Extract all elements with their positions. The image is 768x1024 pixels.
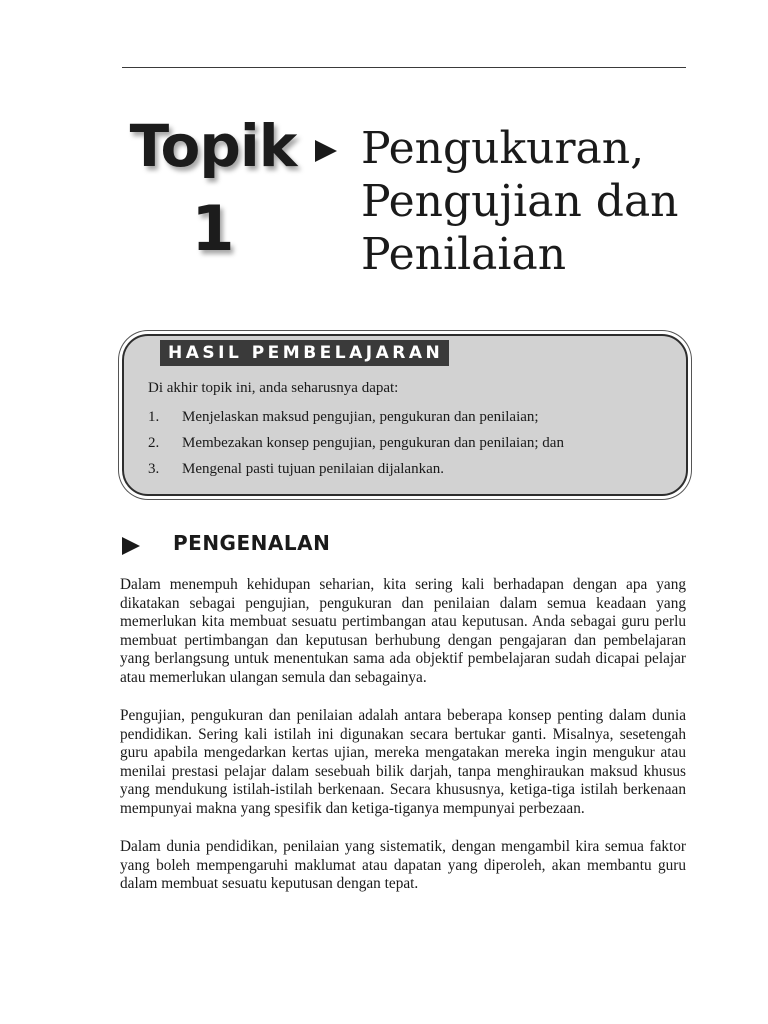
topic-label-block (128, 108, 298, 270)
paragraph: Dalam dunia pendidikan, penilaian yang sistematik, dengan mengambil kira semua faktor yang boleh mempengaruhi maklumat atau dapatan yang diperoleh, akan membantu guru dalam membuat sesuatu keputusan dengan tepat. (120, 838, 686, 892)
learning-outcomes-box (122, 334, 688, 496)
learning-outcomes-header: HASIL PEMBELAJARAN (160, 340, 449, 366)
body-text (120, 576, 686, 914)
chapter-title-line: Pengukuran, (361, 123, 645, 174)
learning-outcomes-list (148, 404, 564, 482)
list-item (148, 430, 564, 456)
topic-label: Topik (129, 112, 297, 180)
learning-outcomes-intro: Di akhir topik ini, anda seharusnya dapat: (148, 380, 399, 396)
title-arrow-icon (315, 140, 337, 162)
section-arrow-icon (122, 537, 140, 555)
list-item-number: 2. (148, 435, 160, 451)
chapter-title (361, 122, 701, 281)
list-item-text: Membezakan konsep pengujian, pengukuran dan penilaian; dan (182, 435, 564, 451)
list-item (148, 456, 564, 482)
list-item-number: 3. (148, 461, 160, 477)
header-rule (122, 67, 686, 68)
chapter-title-line: Pengujian dan (361, 176, 679, 227)
section-heading: PENGENALAN (173, 531, 331, 555)
list-item-number: 1. (148, 409, 160, 425)
paragraph: Pengujian, pengukuran dan penilaian adalah antara beberapa konsep penting dalam dunia pendidikan. Sering kali istilah ini digunakan secara bertukar ganti. Misalnya, sesetengah guru apabila mengedarkan kertas ujian, mereka mengatakan mereka ingin mengukur atau menilai prestasi pelajar dalam sesebuah bilik darjah, tanpa menghiraukan maksud khusus yang mendukung istilah-istilah berkenaan. Secara khususnya, ketiga-tiga istilah berkenaan mempunyai makna yang spesifik dan ketiga-tiganya mempunyai perbezaan. (120, 707, 686, 817)
list-item-text: Mengenal pasti tujuan penilaian dijalankan. (182, 461, 445, 477)
paragraph: Dalam menempuh kehidupan seharian, kita sering kali berhadapan dengan apa yang dikatakan sebagai pengujian, pengukuran dan penilaian dalam semua keadaan yang memerlukan kita membuat sesuatu pertimbangan atau keputusan. Anda sebagai guru perlu membuat pertimbangan dan keputusan berhubung dengan pengajaran dan pembelajaran yang berlangsung untuk menentukan sama ada objektif pembelajaran sudah dicapai pelajar atau memerlukan ulangan semula dan sebagainya. (120, 576, 686, 686)
list-item-text: Menjelaskan maksud pengujian, pengukuran dan penilaian; (182, 409, 539, 425)
topic-number: 1 (191, 192, 235, 265)
list-item (148, 404, 564, 430)
chapter-title-line: Penilaian (361, 229, 567, 280)
